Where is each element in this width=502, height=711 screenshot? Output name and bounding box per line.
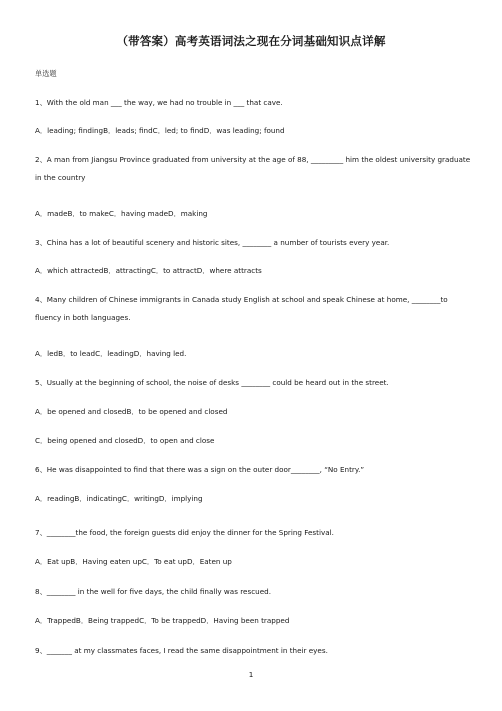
section-heading: 单选题	[35, 69, 57, 78]
question-3-stem: 3、China has a lot of beautiful scenery and historic sites, ________ a number of tourists every year.	[35, 238, 390, 247]
question-1-options: A．leading; findingB．leads; findC．led; to findD．was leading; found	[35, 126, 285, 135]
question-5-stem: 5、Usually at the beginning of school, the noise of desks ________ could be heard out in the street.	[35, 378, 389, 387]
question-8-stem: 8、________ in the well for five days, the child finally was rescued.	[35, 587, 271, 596]
question-4-stem: 4、Many children of Chinese immigrants in Canada study English at school and speak Chinese at home, ________to fluency in both languages.	[35, 295, 448, 322]
question-4-options: A．ledB．to leadC．leadingD．having led.	[35, 349, 187, 358]
question-5-options: A．be opened and closedB．to be opened and closed	[35, 407, 228, 416]
question-8-options: A．TrappedB．Being trappedC．To be trappedD．Having been trapped	[35, 616, 290, 625]
question-2-stem: 2、A man from Jiangsu Province graduated from university at the age of 88, _________ him the oldest university graduate in the country	[35, 155, 471, 182]
question-5-options-2: C．being opened and closedD．to open and close	[35, 436, 215, 445]
question-7-stem: 7、________the food, the foreign guests did enjoy the dinner for the Spring Festival.	[35, 528, 334, 537]
question-6-options: A．readingB．indicatingC．writingD．implying	[35, 494, 203, 503]
page-number: 1	[248, 670, 254, 679]
question-9-stem: 9、_______ at my classmates faces, I read the same disappointment in their eyes.	[35, 646, 328, 655]
question-6-stem: 6、He was disappointed to find that there was a sign on the outer door________, “No Entry.”	[35, 465, 365, 474]
question-2-options: A．madeB．to makeC．having madeD．making	[35, 209, 208, 218]
question-1-stem: 1、With the old man ___ the way, we had no trouble in ___ that cave.	[35, 98, 283, 107]
question-3-options: A．which attractedB．attractingC．to attractD．where attracts	[35, 266, 262, 275]
question-7-options: A．Eat upB．Having eaten upC．To eat upD．Eaten up	[35, 557, 232, 566]
document-title: （带答案）高考英语词法之现在分词基础知识点详解	[116, 34, 386, 48]
